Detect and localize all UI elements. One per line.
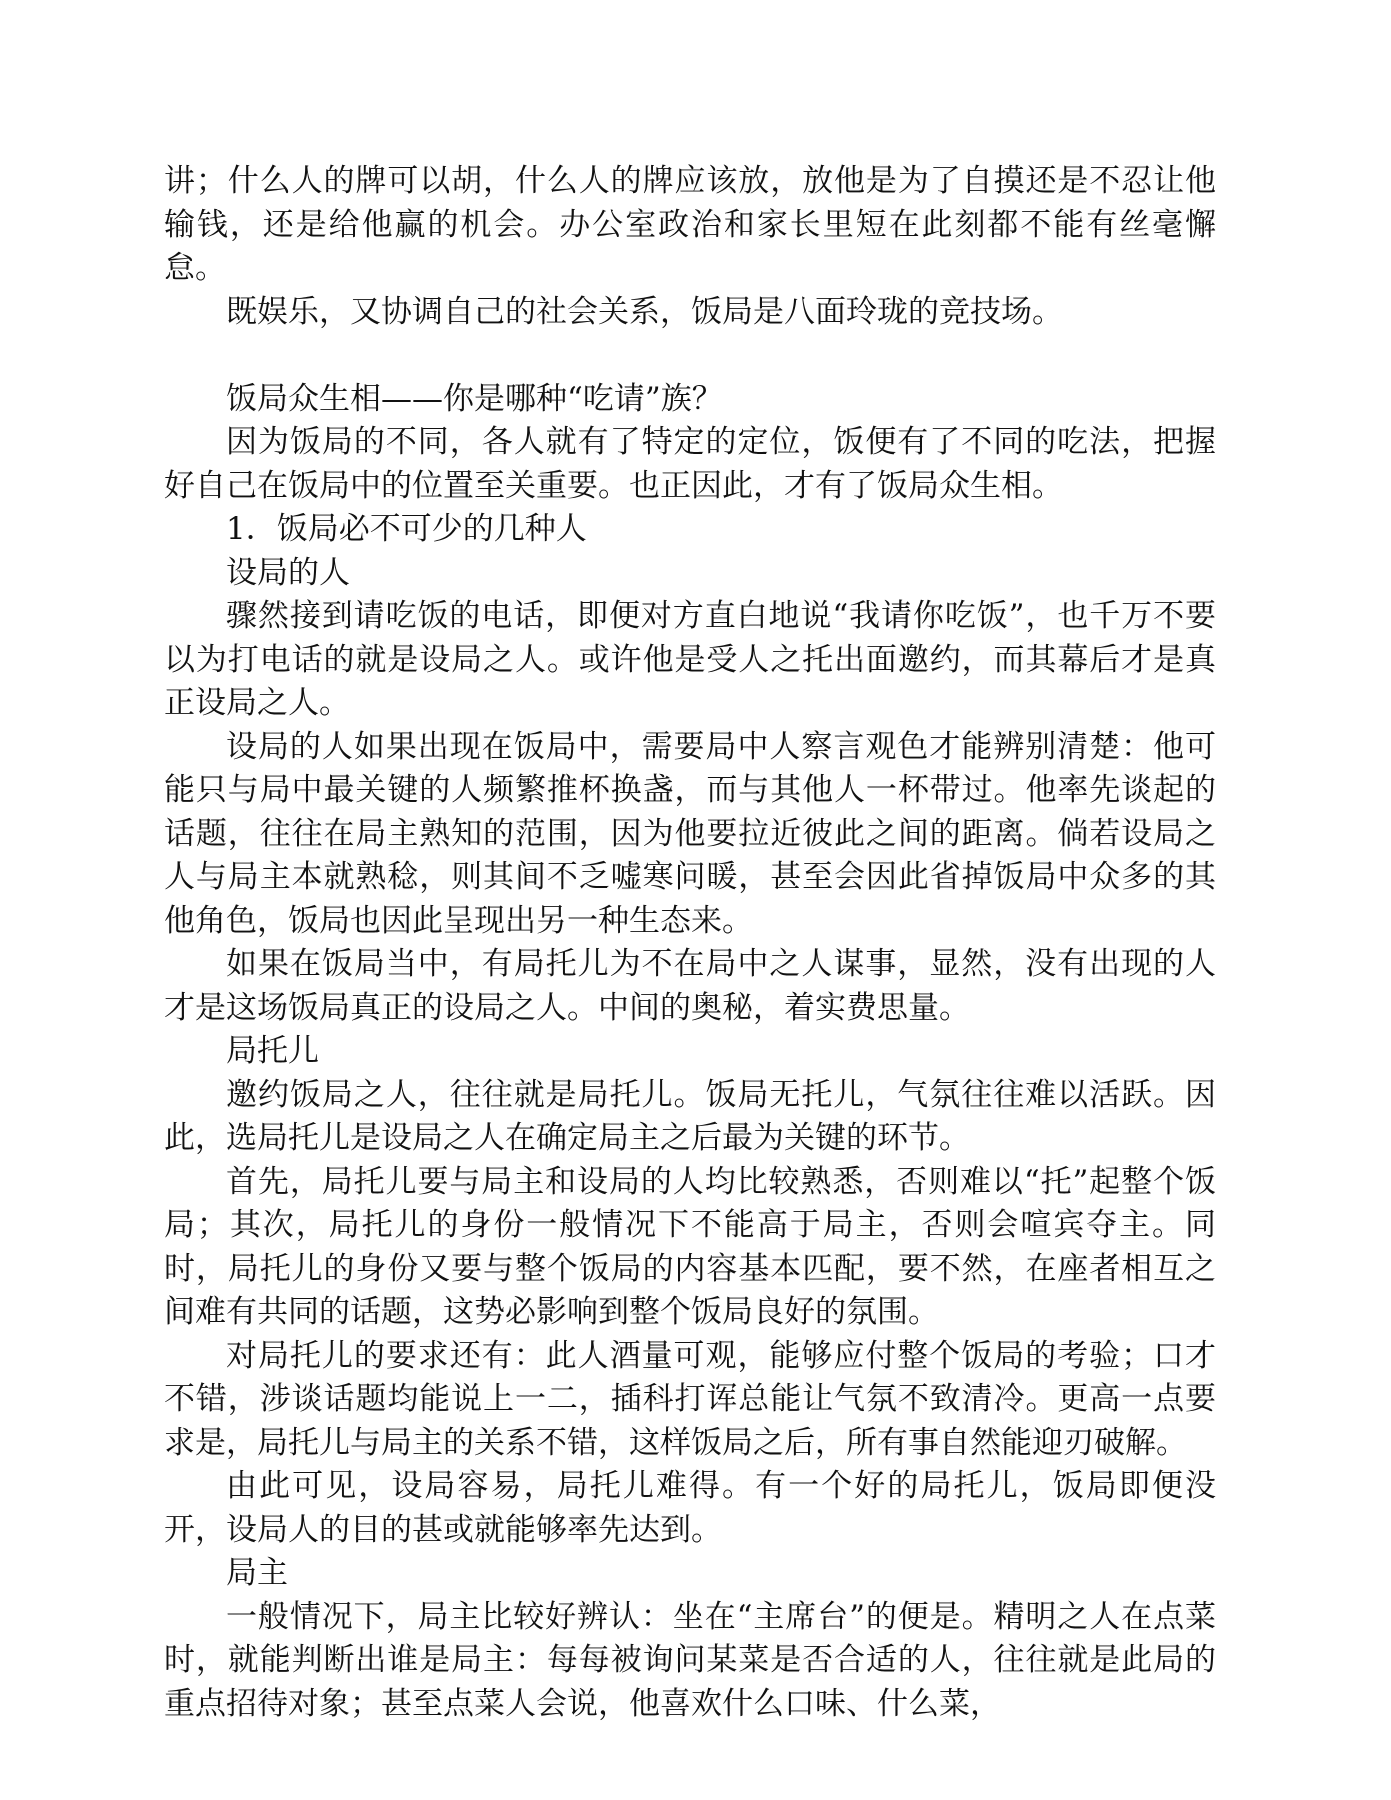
paragraph: 由此可见，设局容易，局托儿难得。有一个好的局托儿，饭局即便没开，设局人的目的甚或就能够率先达到。 bbox=[164, 1468, 1216, 1548]
paragraph: 对局托儿的要求还有：此人酒量可观，能够应付整个饭局的考验；口才不错，涉谈话题均能说上一二，插科打诨总能让气氛不致清冷。更高一点要求是，局托儿与局主的关系不错，这样饭局之后，所有事自然能迎刃破解。 bbox=[164, 1337, 1216, 1461]
role-heading: 设局的人 bbox=[226, 554, 350, 591]
document-body bbox=[164, 160, 1216, 1726]
paragraph: 因为饭局的不同，各人就有了特定的定位，饭便有了不同的吃法，把握好自己在饭局中的位置至关重要。也正因此，才有了饭局众生相。 bbox=[164, 424, 1216, 504]
paragraph: 邀约饭局之人，往往就是局托儿。饭局无托儿，气氛往往难以活跃。因此，选局托儿是设局之人在确定局主之后最为关键的环节。 bbox=[164, 1076, 1216, 1156]
paragraph: 设局的人如果出现在饭局中，需要局中人察言观色才能辨别清楚：他可能只与局中最关键的人频繁推杯换盏，而与其他人一杯带过。他率先谈起的话题，往往在局主熟知的范围，因为他要拉近彼此之间的距离。倘若设局之人与局主本就熟稔，则其间不乏嘘寒问暖，甚至会因此省掉饭局中众多的其他角色，饭局也因此呈现出另一种生态来。 bbox=[164, 728, 1216, 939]
blank-line bbox=[164, 334, 1216, 378]
subsection-heading: 1．饭局必不可少的几种人 bbox=[226, 511, 587, 547]
paragraph: 首先，局托儿要与局主和设局的人均比较熟悉，否则难以“托”起整个饭局；其次，局托儿的身份一般情况下不能高于局主，否则会喧宾夺主。同时，局托儿的身份又要与整个饭局的内容基本匹配，要不然，在座者相互之间难有共同的话题，这势必影响到整个饭局良好的氛围。 bbox=[164, 1163, 1216, 1330]
paragraph: 既娱乐，又协调自己的社会关系，饭局是八面玲珑的竞技场。 bbox=[226, 293, 1063, 330]
paragraph: 骤然接到请吃饭的电话，即便对方直白地说“我请你吃饭”，也千万不要以为打电话的就是设局之人。或许他是受人之托出面邀约，而其幕后才是真正设局之人。 bbox=[164, 598, 1216, 721]
paragraph: 一般情况下，局主比较好辨认：坐在“主席台”的便是。精明之人在点菜时，就能判断出谁是局主：每每被询问某菜是否合适的人，往往就是此局的重点招待对象；甚至点菜人会说，他喜欢什么口味、什么菜， bbox=[164, 1598, 1216, 1722]
section-heading: 饭局众生相——你是哪种“吃请”族？ bbox=[226, 380, 723, 417]
role-heading: 局主 bbox=[226, 1555, 288, 1591]
paragraph: 讲；什么人的牌可以胡，什么人的牌应该放，放他是为了自摸还是不忍让他输钱，还是给他赢的机会。办公室政治和家长里短在此刻都不能有丝毫懈怠。 bbox=[164, 163, 1216, 286]
paragraph: 如果在饭局当中，有局托儿为不在局中之人谋事，显然，没有出现的人才是这场饭局真正的设局之人。中间的奥秘，着实费思量。 bbox=[164, 946, 1216, 1026]
role-heading: 局托儿 bbox=[226, 1033, 319, 1069]
